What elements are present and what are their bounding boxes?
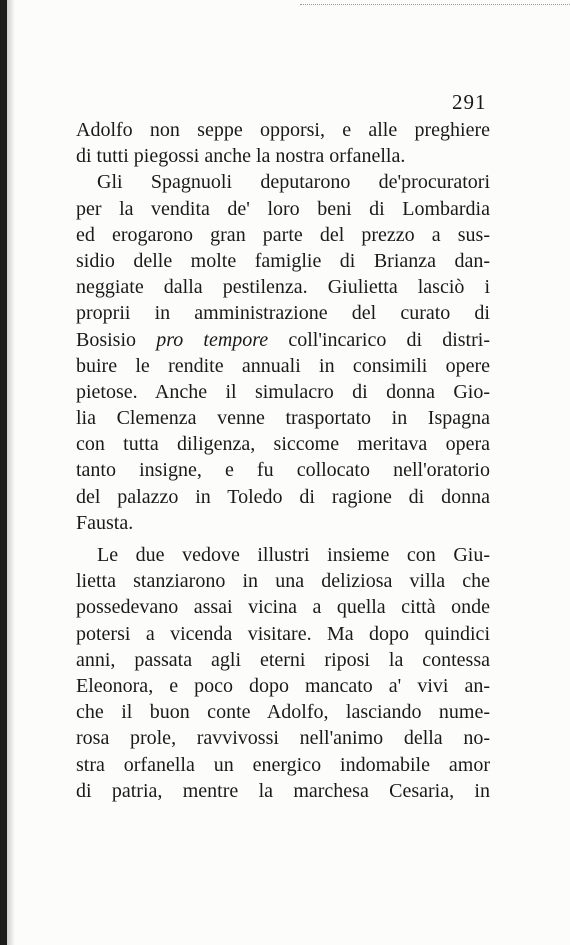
text-line: lia Clemenza venne trasportato in Ispagna [76, 407, 490, 430]
text-line: proprii in amministrazione del curato di [76, 302, 490, 325]
text-line: Le due vedove illustri insieme con Giu- [97, 544, 490, 566]
text-line: con tutta diligenza, siccome meritava opera [76, 433, 490, 456]
italic-phrase: pro tempore [156, 328, 269, 351]
text-line: potersi a vicenda visitare. Ma dopo quindici [76, 622, 490, 645]
text-line: Gli Spagnuoli deputarono de'procuratori [97, 171, 490, 194]
text-line: stra orfanella un energico indomabile amor [76, 753, 490, 776]
text-line: di tutti piegossi anche la nostra orfanella. [76, 145, 406, 168]
text-line: che il buon conte Adolfo, lasciando nume- [76, 701, 490, 724]
text-line: ed erogarono gran parte del prezzo a sus- [76, 223, 490, 246]
text-line: neggiate dalla pestilenza. Giulietta lasciò i [76, 276, 490, 299]
text-run: Bosisio [76, 328, 157, 351]
body-text [76, 117, 490, 804]
text-line: pietose. Anche il simulacro di donna Gio- [76, 380, 490, 403]
text-line: lietta stanziarono in una deliziosa villa che [76, 570, 490, 593]
book-spine-edge [0, 0, 7, 945]
text-line [76, 327, 490, 353]
page-top-edge [300, 4, 570, 5]
text-line: tanto insigne, e fu collocato nell'oratorio [76, 459, 490, 482]
text-line: Adolfo non seppe opporsi, e alle preghiere [76, 119, 490, 141]
text-line: Eleonora, e poco dopo mancato a' vivi an- [76, 674, 490, 697]
text-line: possedevano assai vicina a quella città onde [76, 596, 490, 619]
page-number: 291 [452, 90, 487, 114]
text-line: anni, passata agli eterni riposi la contessa [76, 648, 490, 671]
text-line: per la vendita de' loro beni di Lombardia [76, 197, 490, 220]
text-line: rosa prole, ravvivossi nell'animo della no- [76, 727, 490, 750]
text-line: buire le rendite annuali in consimili opere [76, 354, 490, 377]
text-line: di patria, mentre la marchesa Cesaria, in [76, 779, 490, 802]
text-line: del palazzo in Toledo di ragione di donna [76, 485, 490, 508]
text-line: sidio delle molte famiglie di Brianza dan- [76, 249, 490, 272]
gutter-shadow [7, 0, 15, 945]
text-line: Fausta. [76, 511, 134, 534]
text-run: coll'incarico di distri- [268, 328, 490, 351]
